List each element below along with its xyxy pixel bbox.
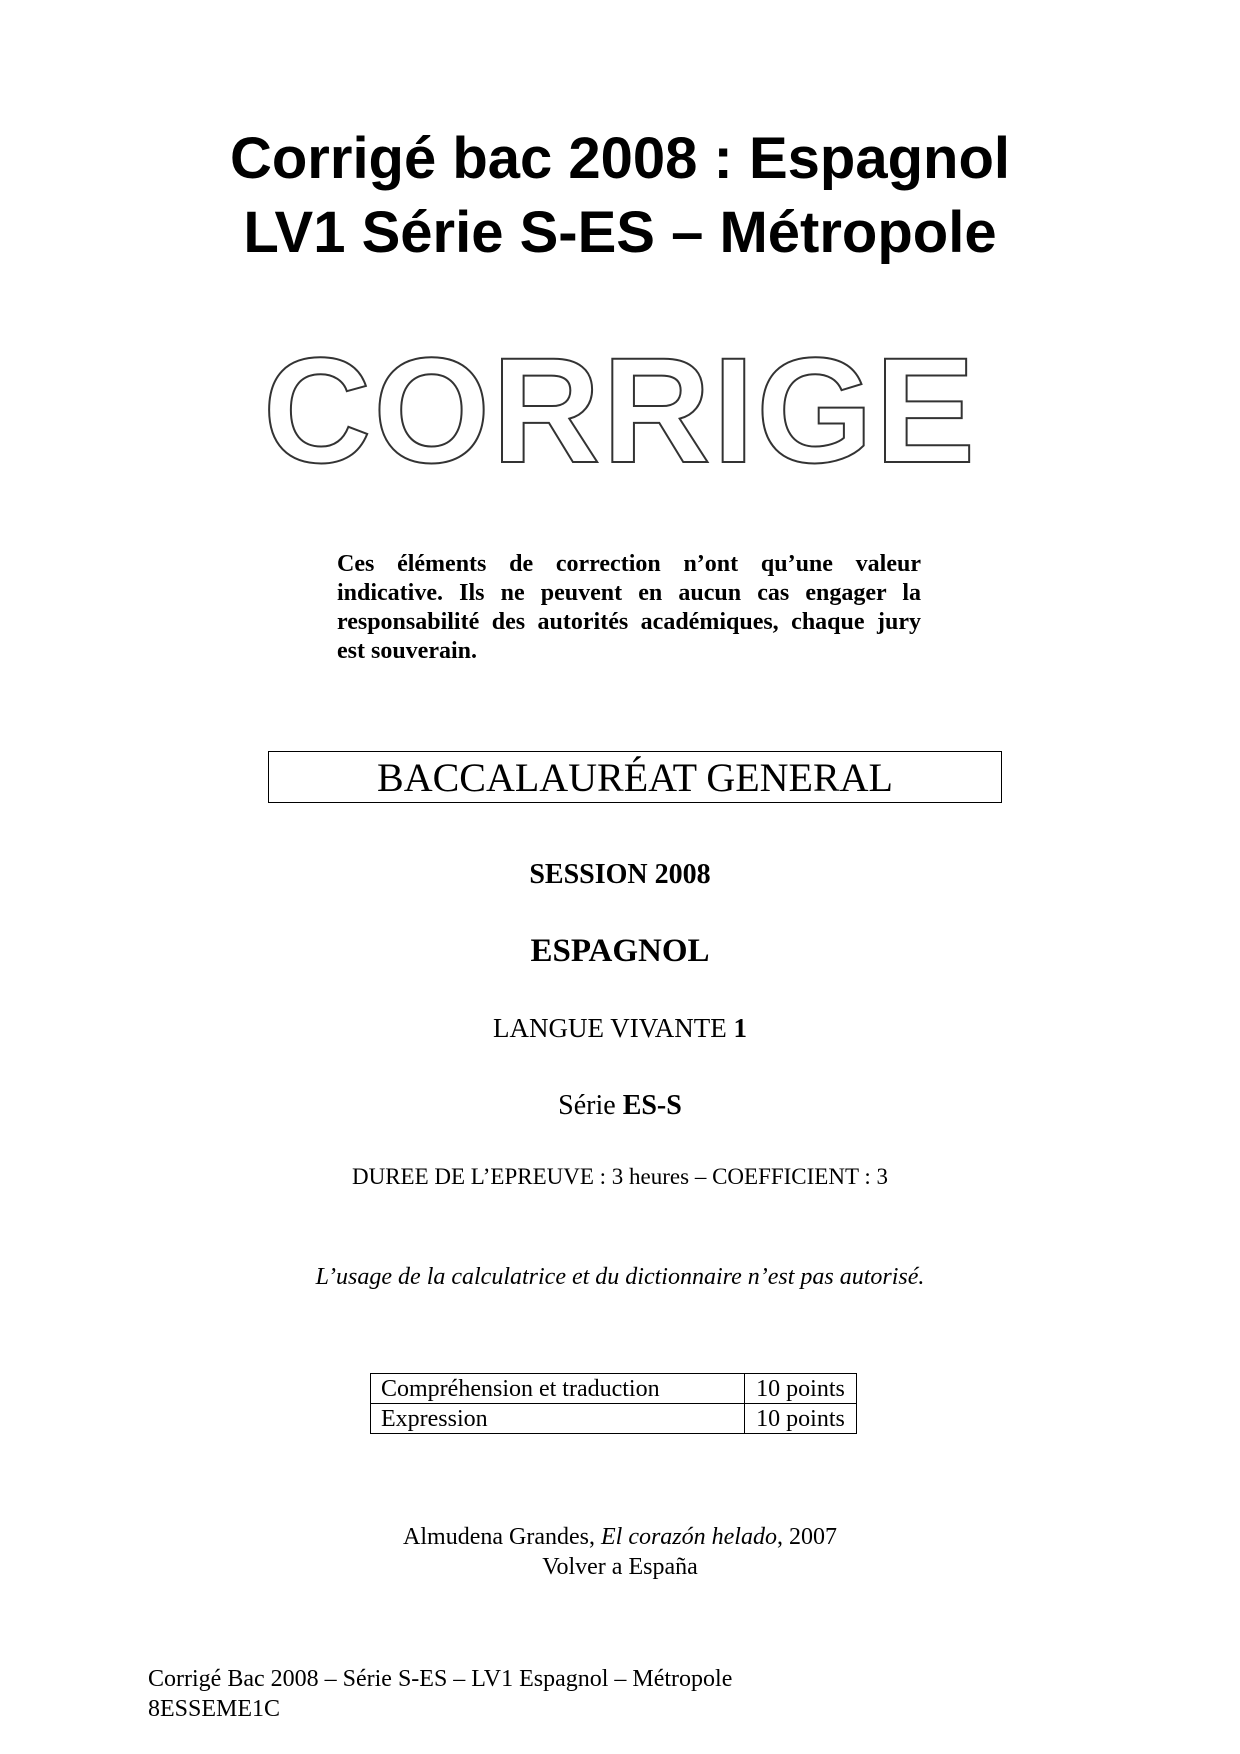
corrige-watermark: CORRIGE (262, 326, 978, 494)
footer-line-2: 8ESSEME1C (148, 1696, 281, 1722)
source-chapter: Volver a España (542, 1554, 698, 1580)
langue-prefix: LANGUE VIVANTE (493, 1013, 734, 1043)
serie-prefix: Série (558, 1090, 623, 1121)
session-label: SESSION 2008 (529, 859, 711, 890)
table-cell-value: 10 points (745, 1374, 857, 1404)
subject-label: ESPAGNOL (530, 933, 710, 969)
points-table (370, 1373, 857, 1434)
serie-value: ES-S (622, 1090, 682, 1121)
usage-note: L’usage de la calculatrice et du dictionnaire n’est pas autorisé. (315, 1264, 925, 1290)
table-row (371, 1374, 857, 1404)
serie-label (0, 1088, 1240, 1124)
page-footer (148, 1664, 732, 1724)
source-line-1 (0, 1522, 1240, 1552)
table-row (371, 1404, 857, 1434)
table-cell-label: Expression (371, 1404, 745, 1434)
langue-label (0, 1010, 1240, 1046)
bac-header-box: BACCALAURÉAT GENERAL (268, 751, 1002, 803)
table-cell-value: 10 points (745, 1404, 857, 1434)
source-citation (0, 1522, 1240, 1582)
table-cell-label: Compréhension et traduction (371, 1374, 745, 1404)
title-line-2: LV1 Série S-ES – Métropole (243, 200, 997, 265)
footer-line-1: Corrigé Bac 2008 – Série S-ES – LV1 Espagnol – Métropole (148, 1666, 733, 1692)
disclaimer-text: Ces éléments de correction n’ont qu’une valeur indicative. Ils ne peuvent en aucun cas engager la responsabilité des autorités académiques, chaque jury est souverain. (337, 551, 921, 664)
document-title (0, 122, 1240, 270)
title-line-1: Corrigé bac 2008 : Espagnol (229, 126, 1011, 191)
duree-label: DUREE DE L’EPREUVE : 3 heures – COEFFICIENT : 3 (351, 1164, 888, 1189)
source-year: , 2007 (776, 1524, 837, 1550)
langue-number: 1 (733, 1013, 747, 1043)
source-author: Almudena Grandes, (403, 1524, 601, 1550)
source-work: El corazón helado (600, 1524, 777, 1550)
